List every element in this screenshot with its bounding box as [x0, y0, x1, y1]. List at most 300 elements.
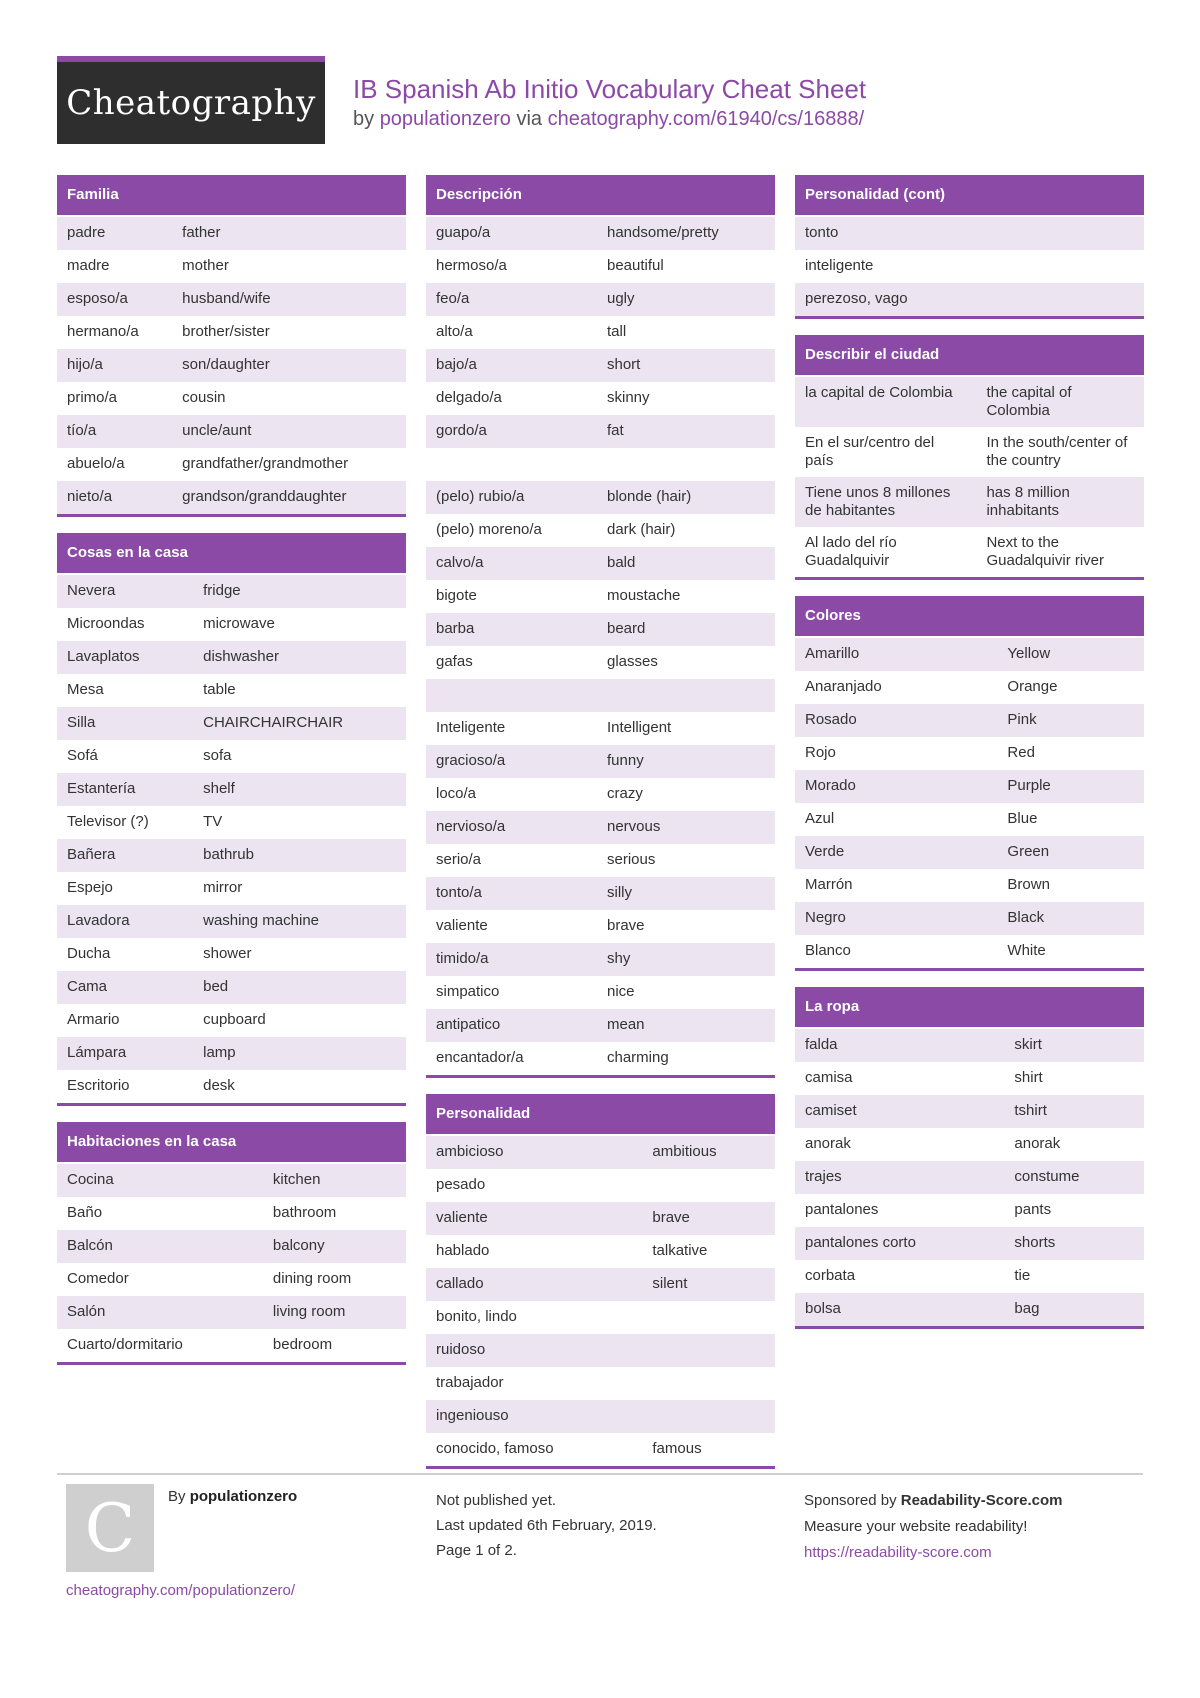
- spanish-term: delgado/a: [436, 389, 502, 406]
- spanish-term: anorak: [805, 1135, 851, 1152]
- section-rows: [57, 1164, 406, 1362]
- spanish-term: Lavaplatos: [67, 648, 140, 665]
- spanish-term: (pelo) rubio/a: [436, 488, 525, 505]
- spanish-term: Estantería: [67, 780, 136, 797]
- english-translation: skinny: [607, 389, 650, 406]
- vocab-row: [795, 1062, 1144, 1095]
- footer-author: [168, 1488, 297, 1505]
- english-translation: dining room: [272, 1270, 352, 1287]
- spanish-term: gordo/a: [436, 422, 487, 439]
- vocab-row: [57, 316, 406, 349]
- spanish-term: hijo/a: [67, 356, 103, 373]
- vocab-row: [57, 1197, 406, 1230]
- english-translation: short: [607, 356, 641, 373]
- spanish-term: Morado: [805, 777, 856, 794]
- section-title: Colores: [795, 596, 1144, 638]
- spanish-term: Rosado: [805, 711, 857, 728]
- spanish-term: valiente: [436, 1209, 488, 1226]
- english-translation: sofa: [203, 747, 232, 764]
- spanish-term: [426, 448, 597, 481]
- vocab-row: [57, 1329, 406, 1362]
- spanish-term: Microondas: [67, 615, 145, 632]
- section-rows: [426, 217, 775, 1075]
- spanish-term: padre: [67, 224, 106, 241]
- spanish-term: gracioso/a: [436, 752, 506, 769]
- english-translation: dishwasher: [203, 648, 279, 665]
- english-translation: charming: [607, 1049, 669, 1066]
- vocab-row: [57, 1230, 406, 1263]
- avatar-letter: C: [84, 1489, 136, 1567]
- english-translation: fridge: [203, 582, 241, 599]
- vocab-row: [426, 910, 775, 943]
- spanish-term: tonto: [805, 224, 839, 241]
- vocab-row: [426, 745, 775, 778]
- vocab-row: [795, 250, 1144, 283]
- sponsor-prefix: Sponsored by: [804, 1492, 897, 1509]
- vocab-row: [426, 844, 775, 877]
- section-title: Cosas en la casa: [57, 533, 406, 575]
- english-translation: serious: [607, 851, 656, 868]
- vocab-row: [795, 1128, 1144, 1161]
- english-translation: mean: [607, 1016, 645, 1033]
- spanish-term: [426, 679, 597, 712]
- spanish-term: nieto/a: [67, 488, 113, 505]
- english-translation: microwave: [203, 615, 275, 632]
- vocab-row: [795, 217, 1144, 250]
- english-translation: shy: [607, 950, 631, 967]
- spanish-term: loco/a: [436, 785, 477, 802]
- vocab-row: [57, 349, 406, 382]
- vocab-row: [795, 935, 1144, 968]
- vocab-row: [795, 1029, 1144, 1062]
- english-translation: desk: [203, 1077, 235, 1094]
- spanish-term: pesado: [436, 1176, 486, 1193]
- english-translation: Yellow: [1007, 645, 1051, 662]
- section-title: Personalidad (cont): [795, 175, 1144, 217]
- english-translation: has 8 million inhabitants: [986, 484, 1070, 519]
- vocab-row: [426, 1235, 775, 1268]
- english-translation: husband/wife: [182, 290, 271, 307]
- vocab-row: [426, 382, 775, 415]
- spanish-term: la capital de Colombia: [805, 384, 953, 401]
- english-translation: Brown: [1007, 876, 1050, 893]
- english-translation: grandfather/grandmother: [182, 455, 349, 472]
- vocab-row: [57, 415, 406, 448]
- vocab-row: [426, 1009, 775, 1042]
- vocab-row: [426, 580, 775, 613]
- spanish-term: Inteligente: [436, 719, 506, 736]
- section-title: Describir el ciudad: [795, 335, 1144, 377]
- vocab-row: [795, 1293, 1144, 1326]
- vocab-row: [795, 836, 1144, 869]
- vocab-section: [426, 175, 775, 1078]
- spanish-term: hablado: [436, 1242, 490, 1259]
- vocab-row: [795, 803, 1144, 836]
- spanish-term: Marrón: [805, 876, 853, 893]
- english-translation: nice: [607, 983, 635, 1000]
- section-title: La ropa: [795, 987, 1144, 1029]
- spanish-term: simpatico: [436, 983, 500, 1000]
- spanish-term: madre: [67, 257, 110, 274]
- vocab-row: [57, 1263, 406, 1296]
- spanish-term: feo/a: [436, 290, 470, 307]
- vocab-row: [426, 217, 775, 250]
- footer-by-prefix: By: [168, 1488, 186, 1505]
- vocab-row: [795, 477, 1144, 527]
- english-translation: Intelligent: [607, 719, 672, 736]
- spanish-term: bolsa: [805, 1300, 841, 1317]
- vocab-row: [57, 839, 406, 872]
- english-translation: Blue: [1007, 810, 1038, 827]
- last-updated: Last updated 6th February, 2019.: [436, 1517, 657, 1534]
- spanish-term: Verde: [805, 843, 845, 860]
- spanish-term: Espejo: [67, 879, 113, 896]
- spanish-term: Baño: [67, 1204, 103, 1221]
- profile-link[interactable]: cheatography.com/populationzero/: [66, 1582, 296, 1599]
- english-translation: crazy: [607, 785, 643, 802]
- english-translation: [642, 1367, 775, 1400]
- footer-author-name: populationzero: [189, 1488, 298, 1505]
- vocab-row: [57, 1070, 406, 1103]
- vocab-row: [426, 1202, 775, 1235]
- spanish-term: gafas: [436, 653, 473, 670]
- vocab-row: [426, 976, 775, 1009]
- spanish-term: pantalones: [805, 1201, 879, 1218]
- spanish-term: Escritorio: [67, 1077, 130, 1094]
- english-translation: Purple: [1007, 777, 1051, 794]
- english-translation: brother/sister: [182, 323, 270, 340]
- spanish-term: inteligente: [805, 257, 874, 274]
- vocab-row: [426, 1301, 775, 1334]
- section-rows: [795, 1029, 1144, 1326]
- section-title: Habitaciones en la casa: [57, 1122, 406, 1164]
- vocab-row: [426, 514, 775, 547]
- vocab-row: [57, 806, 406, 839]
- spanish-term: bigote: [436, 587, 477, 604]
- vocab-row: [57, 971, 406, 1004]
- vocab-row: [57, 1296, 406, 1329]
- byline-prefix: by: [353, 108, 375, 130]
- vocab-row: [57, 575, 406, 608]
- publish-info: [436, 1488, 657, 1563]
- vocab-row: [795, 737, 1144, 770]
- english-translation: Green: [1007, 843, 1050, 860]
- english-translation: lamp: [203, 1044, 236, 1061]
- vocab-row: [57, 283, 406, 316]
- vocab-row: [57, 905, 406, 938]
- vocab-row: [57, 707, 406, 740]
- english-translation: talkative: [652, 1242, 708, 1259]
- vocab-row: [795, 527, 1144, 577]
- vocab-row: [426, 811, 775, 844]
- vocab-row: [57, 872, 406, 905]
- spanish-term: Bañera: [67, 846, 116, 863]
- english-translation: blonde (hair): [607, 488, 692, 505]
- vocab-section: [795, 335, 1144, 580]
- english-translation: cousin: [182, 389, 226, 406]
- vocab-row: [57, 1004, 406, 1037]
- spanish-term: Anaranjado: [805, 678, 882, 695]
- vocab-row: [795, 283, 1144, 316]
- spanish-term: abuelo/a: [67, 455, 125, 472]
- english-translation: silly: [607, 884, 632, 901]
- spanish-term: corbata: [805, 1267, 856, 1284]
- vocab-row: [426, 1268, 775, 1301]
- spanish-term: Azul: [805, 810, 835, 827]
- vocab-row: [426, 943, 775, 976]
- vocab-row: [57, 382, 406, 415]
- spanish-term: timido/a: [436, 950, 489, 967]
- section-rows: [426, 1136, 775, 1466]
- section-rows: [57, 575, 406, 1103]
- vocab-row: [426, 1042, 775, 1075]
- spanish-term: (pelo) moreno/a: [436, 521, 542, 538]
- vocab-row: [57, 1037, 406, 1070]
- sponsor-line: [804, 1488, 1062, 1514]
- sponsor-info: [804, 1488, 1062, 1566]
- english-translation: In the south/center of the country: [986, 434, 1128, 469]
- english-translation: beard: [607, 620, 646, 637]
- vocab-row: [795, 1227, 1144, 1260]
- english-translation: [642, 1169, 775, 1202]
- section-rows: [795, 217, 1144, 316]
- vocab-row: [795, 427, 1144, 477]
- vocab-row: [795, 377, 1144, 427]
- spanish-term: trabajador: [436, 1374, 504, 1391]
- english-translation: son/daughter: [182, 356, 270, 373]
- english-translation: brave: [607, 917, 645, 934]
- english-translation: washing machine: [203, 912, 320, 929]
- english-translation: cupboard: [203, 1011, 266, 1028]
- vocab-row: [57, 773, 406, 806]
- vocab-row: [795, 638, 1144, 671]
- sheet-url-link[interactable]: cheatography.com/61940/cs/16888/: [547, 108, 865, 130]
- english-translation: Black: [1007, 909, 1045, 926]
- section-title: Descripción: [426, 175, 775, 217]
- spanish-term: alto/a: [436, 323, 473, 340]
- vocab-row: [57, 740, 406, 773]
- spanish-term: Cuarto/dormitario: [67, 1336, 183, 1353]
- column-1: [57, 175, 406, 1381]
- vocab-row: [795, 902, 1144, 935]
- spanish-term: trajes: [805, 1168, 842, 1185]
- spanish-term: falda: [805, 1036, 838, 1053]
- spanish-term: Nevera: [67, 582, 116, 599]
- spanish-term: camisa: [805, 1069, 853, 1086]
- english-translation: [642, 1400, 775, 1433]
- english-translation: [597, 448, 775, 481]
- vocab-row: [57, 641, 406, 674]
- sponsor-tagline: Measure your website readability!: [804, 1518, 1028, 1535]
- spanish-term: guapo/a: [436, 224, 491, 241]
- section-rows: [795, 638, 1144, 968]
- spanish-term: bajo/a: [436, 356, 477, 373]
- spanish-term: Salón: [67, 1303, 106, 1320]
- spanish-term: esposo/a: [67, 290, 128, 307]
- spanish-term: Blanco: [805, 942, 851, 959]
- english-translation: shorts: [1014, 1234, 1056, 1251]
- vocab-row: [426, 613, 775, 646]
- spanish-term: pantalones corto: [805, 1234, 916, 1251]
- vocab-row: [426, 349, 775, 382]
- spanish-term: nervioso/a: [436, 818, 506, 835]
- english-translation: tall: [607, 323, 627, 340]
- english-translation: Pink: [1007, 711, 1037, 728]
- vocab-row: [795, 671, 1144, 704]
- english-translation: uncle/aunt: [182, 422, 252, 439]
- publish-status: Not published yet.: [436, 1492, 557, 1509]
- vocab-row: [57, 938, 406, 971]
- vocab-section: [426, 1094, 775, 1469]
- vocab-row: [426, 1367, 775, 1400]
- english-translation: TV: [203, 813, 223, 830]
- vocab-row: [426, 877, 775, 910]
- english-translation: glasses: [607, 653, 658, 670]
- spanish-term: Lavadora: [67, 912, 130, 929]
- byline-via: via: [516, 108, 543, 130]
- english-translation: ugly: [607, 290, 635, 307]
- vocab-row: [426, 1400, 775, 1433]
- spanish-term: perezoso, vago: [805, 290, 908, 307]
- english-translation: shower: [203, 945, 252, 962]
- english-translation: mother: [182, 257, 229, 274]
- vocab-row: [426, 778, 775, 811]
- english-translation: bedroom: [272, 1336, 333, 1353]
- spanish-term: bonito, lindo: [436, 1308, 517, 1325]
- vocab-row: [57, 448, 406, 481]
- section-title: Personalidad: [426, 1094, 775, 1136]
- vocab-section: [57, 1122, 406, 1365]
- spanish-term: ruidoso: [436, 1341, 486, 1358]
- vocab-row: [795, 1260, 1144, 1293]
- english-translation: living room: [272, 1303, 346, 1320]
- spanish-term: ingeniouso: [436, 1407, 509, 1424]
- english-translation: Red: [1007, 744, 1035, 761]
- cheatography-logo[interactable]: [57, 56, 325, 144]
- english-translation: [597, 679, 775, 712]
- spanish-term: Balcón: [67, 1237, 113, 1254]
- author-avatar: [66, 1484, 154, 1572]
- vocab-row: [57, 674, 406, 707]
- vocab-row: [426, 1334, 775, 1367]
- english-translation: the capital of Colombia: [986, 384, 1072, 419]
- english-translation: bathrub: [203, 846, 254, 863]
- english-translation: [642, 1301, 775, 1334]
- spanish-term: Televisor (?): [67, 813, 149, 830]
- english-translation: famous: [652, 1440, 702, 1457]
- english-translation: moustache: [607, 587, 681, 604]
- english-translation: bag: [1014, 1300, 1040, 1317]
- spanish-term: Lámpara: [67, 1044, 127, 1061]
- english-translation: table: [203, 681, 236, 698]
- english-translation: pants: [1014, 1201, 1052, 1218]
- english-translation: grandson/granddaughter: [182, 488, 347, 505]
- spanish-term: primo/a: [67, 389, 118, 406]
- column-2: [426, 175, 775, 1485]
- vocab-row: [57, 608, 406, 641]
- vocab-section: [57, 175, 406, 517]
- author-link[interactable]: populationzero: [379, 108, 511, 130]
- section-rows: [795, 377, 1144, 577]
- vocab-row: [57, 1164, 406, 1197]
- english-translation: [642, 1334, 775, 1367]
- english-translation: constume: [1014, 1168, 1080, 1185]
- vocab-section: [795, 987, 1144, 1329]
- english-translation: mirror: [203, 879, 243, 896]
- english-translation: Next to the Guadalquivir river: [986, 534, 1105, 569]
- english-translation: skirt: [1014, 1036, 1042, 1053]
- spanish-term: Cocina: [67, 1171, 114, 1188]
- english-translation: father: [182, 224, 221, 241]
- english-translation: kitchen: [272, 1171, 321, 1188]
- spanish-term: camiset: [805, 1102, 857, 1119]
- page-number: Page 1 of 2.: [436, 1542, 517, 1559]
- english-translation: balcony: [272, 1237, 325, 1254]
- english-translation: tshirt: [1014, 1102, 1047, 1119]
- vocab-row: [795, 869, 1144, 902]
- english-translation: silent: [652, 1275, 688, 1292]
- footer-divider: [57, 1473, 1143, 1475]
- spanish-term: conocido, famoso: [436, 1440, 554, 1457]
- spanish-term: serio/a: [436, 851, 482, 868]
- english-translation: Orange: [1007, 678, 1058, 695]
- vocab-row: [57, 217, 406, 250]
- vocab-row: [795, 1161, 1144, 1194]
- spanish-term: Comedor: [67, 1270, 129, 1287]
- english-translation: bed: [203, 978, 229, 995]
- spanish-term: Negro: [805, 909, 846, 926]
- spanish-term: Armario: [67, 1011, 120, 1028]
- vocab-row: [795, 704, 1144, 737]
- spanish-term: En el sur/centro del país: [805, 434, 935, 469]
- sponsor-name: Readability-Score.com: [900, 1492, 1063, 1509]
- english-translation: bald: [607, 554, 636, 571]
- byline: [353, 108, 864, 131]
- spanish-term: Tiene unos 8 millones de habitantes: [805, 484, 951, 519]
- spanish-term: Rojo: [805, 744, 836, 761]
- english-translation: brave: [652, 1209, 690, 1226]
- logo-text: Cheatography: [66, 83, 316, 123]
- spanish-term: Cama: [67, 978, 108, 995]
- english-translation: nervous: [607, 818, 661, 835]
- spanish-term: hermano/a: [67, 323, 139, 340]
- spanish-term: Al lado del río Guadalquivir: [805, 534, 897, 569]
- vocab-row: [426, 712, 775, 745]
- vocab-row: [426, 646, 775, 679]
- spanish-term: Ducha: [67, 945, 111, 962]
- vocab-row: [426, 283, 775, 316]
- vocab-row: [795, 770, 1144, 803]
- vocab-section: [795, 596, 1144, 971]
- spanish-term: Silla: [67, 714, 96, 731]
- english-translation: anorak: [1014, 1135, 1061, 1152]
- vocab-row: [426, 415, 775, 448]
- vocab-row: [426, 481, 775, 514]
- english-translation: funny: [607, 752, 644, 769]
- section-title: Familia: [57, 175, 406, 217]
- spanish-term: tío/a: [67, 422, 97, 439]
- spanish-term: antipatico: [436, 1016, 501, 1033]
- spanish-term: barba: [436, 620, 475, 637]
- english-translation: tie: [1014, 1267, 1031, 1284]
- sponsor-url-link[interactable]: https://readability-score.com: [804, 1544, 992, 1561]
- vocab-row: [57, 250, 406, 283]
- page-title: IB Spanish Ab Initio Vocabulary Cheat Sheet: [353, 74, 867, 104]
- column-3: [795, 175, 1144, 1345]
- vocab-row: [426, 1169, 775, 1202]
- spanish-term: Mesa: [67, 681, 104, 698]
- english-translation: White: [1007, 942, 1046, 959]
